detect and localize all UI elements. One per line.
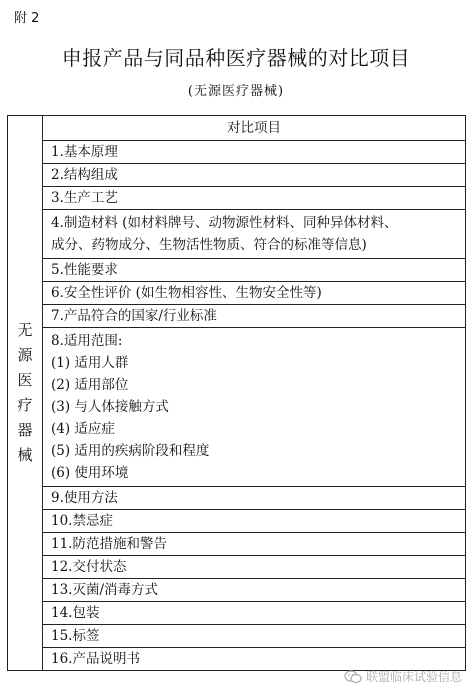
comparison-item xyxy=(43,210,466,259)
item-label: 13.灭菌/消毒方式 xyxy=(51,582,159,598)
table-row xyxy=(8,187,466,210)
table-row xyxy=(8,533,466,556)
table-row xyxy=(8,164,466,187)
comparison-item xyxy=(43,487,466,510)
table-row xyxy=(8,328,466,487)
table-row xyxy=(8,556,466,579)
item-label: 16.产品说明书 xyxy=(51,651,140,667)
watermark-text: 联盟临床试验信息 xyxy=(365,670,462,684)
item-label: 12.交付状态 xyxy=(51,559,127,575)
item-sub-label: (5) 适用的疾病阶段和程度 xyxy=(51,443,210,459)
item-label: 1.基本原理 xyxy=(51,144,118,160)
table-header-row xyxy=(8,116,466,141)
item-sub-label: (3) 与人体接触方式 xyxy=(51,399,169,415)
item-label: 15.标签 xyxy=(51,628,100,644)
item-label: 4.制造材料 (如材料牌号、动物源性材料、同种异体材料、 xyxy=(51,215,398,231)
comparison-item xyxy=(43,282,466,305)
comparison-item xyxy=(43,533,466,556)
page-title: 申报产品与同品种医疗器械的对比项目 xyxy=(61,46,411,70)
comparison-item xyxy=(43,187,466,210)
item-sub-label: (2) 适用部位 xyxy=(51,377,129,393)
comparison-item xyxy=(43,328,466,487)
item-sub-label: (4) 适应症 xyxy=(51,421,115,437)
item-sub-label: (1) 适用人群 xyxy=(51,355,129,371)
item-label: 8.适用范围: xyxy=(51,333,123,349)
comparison-table xyxy=(7,115,466,671)
table-row xyxy=(8,625,466,648)
table-row xyxy=(8,510,466,533)
page-subtitle: (无源医疗器械) xyxy=(187,84,285,99)
side-label: 无源医疗器械 xyxy=(17,321,33,464)
comparison-item xyxy=(43,305,466,328)
side-label-cell xyxy=(8,116,43,671)
item-label: 3.生产工艺 xyxy=(51,190,118,206)
table-row xyxy=(8,602,466,625)
item-label: 14.包装 xyxy=(51,605,100,621)
item-label: 10.禁忌症 xyxy=(51,513,113,529)
comparison-item xyxy=(43,602,466,625)
comparison-item xyxy=(43,164,466,187)
item-label: 2.结构组成 xyxy=(51,167,118,183)
comparison-item xyxy=(43,556,466,579)
table-row xyxy=(8,141,466,164)
comparison-item xyxy=(43,625,466,648)
comparison-item xyxy=(43,579,466,602)
item-label: 11.防范措施和警告 xyxy=(51,536,167,552)
table-row xyxy=(8,259,466,282)
table-row xyxy=(8,579,466,602)
item-label: 6.安全性评价 (如生物相容性、生物安全性等) xyxy=(51,285,322,301)
wechat-icon xyxy=(344,670,362,684)
item-sub-label: (6) 使用环境 xyxy=(51,465,129,481)
item-label: 7.产品符合的国家/行业标准 xyxy=(51,308,217,324)
appendix-label: 附 2 xyxy=(14,11,40,26)
table-header: 对比项目 xyxy=(43,116,466,141)
item-label: 9.使用方法 xyxy=(51,490,118,506)
table-row xyxy=(8,305,466,328)
table-row xyxy=(8,210,466,259)
comparison-item xyxy=(43,259,466,282)
comparison-item xyxy=(43,510,466,533)
watermark xyxy=(344,668,462,685)
comparison-item xyxy=(43,141,466,164)
item-sub-label: 成分、药物成分、生物活性物质、符合的标准等信息) xyxy=(51,237,367,253)
item-label: 5.性能要求 xyxy=(51,262,118,278)
table-row xyxy=(8,487,466,510)
table-row xyxy=(8,282,466,305)
